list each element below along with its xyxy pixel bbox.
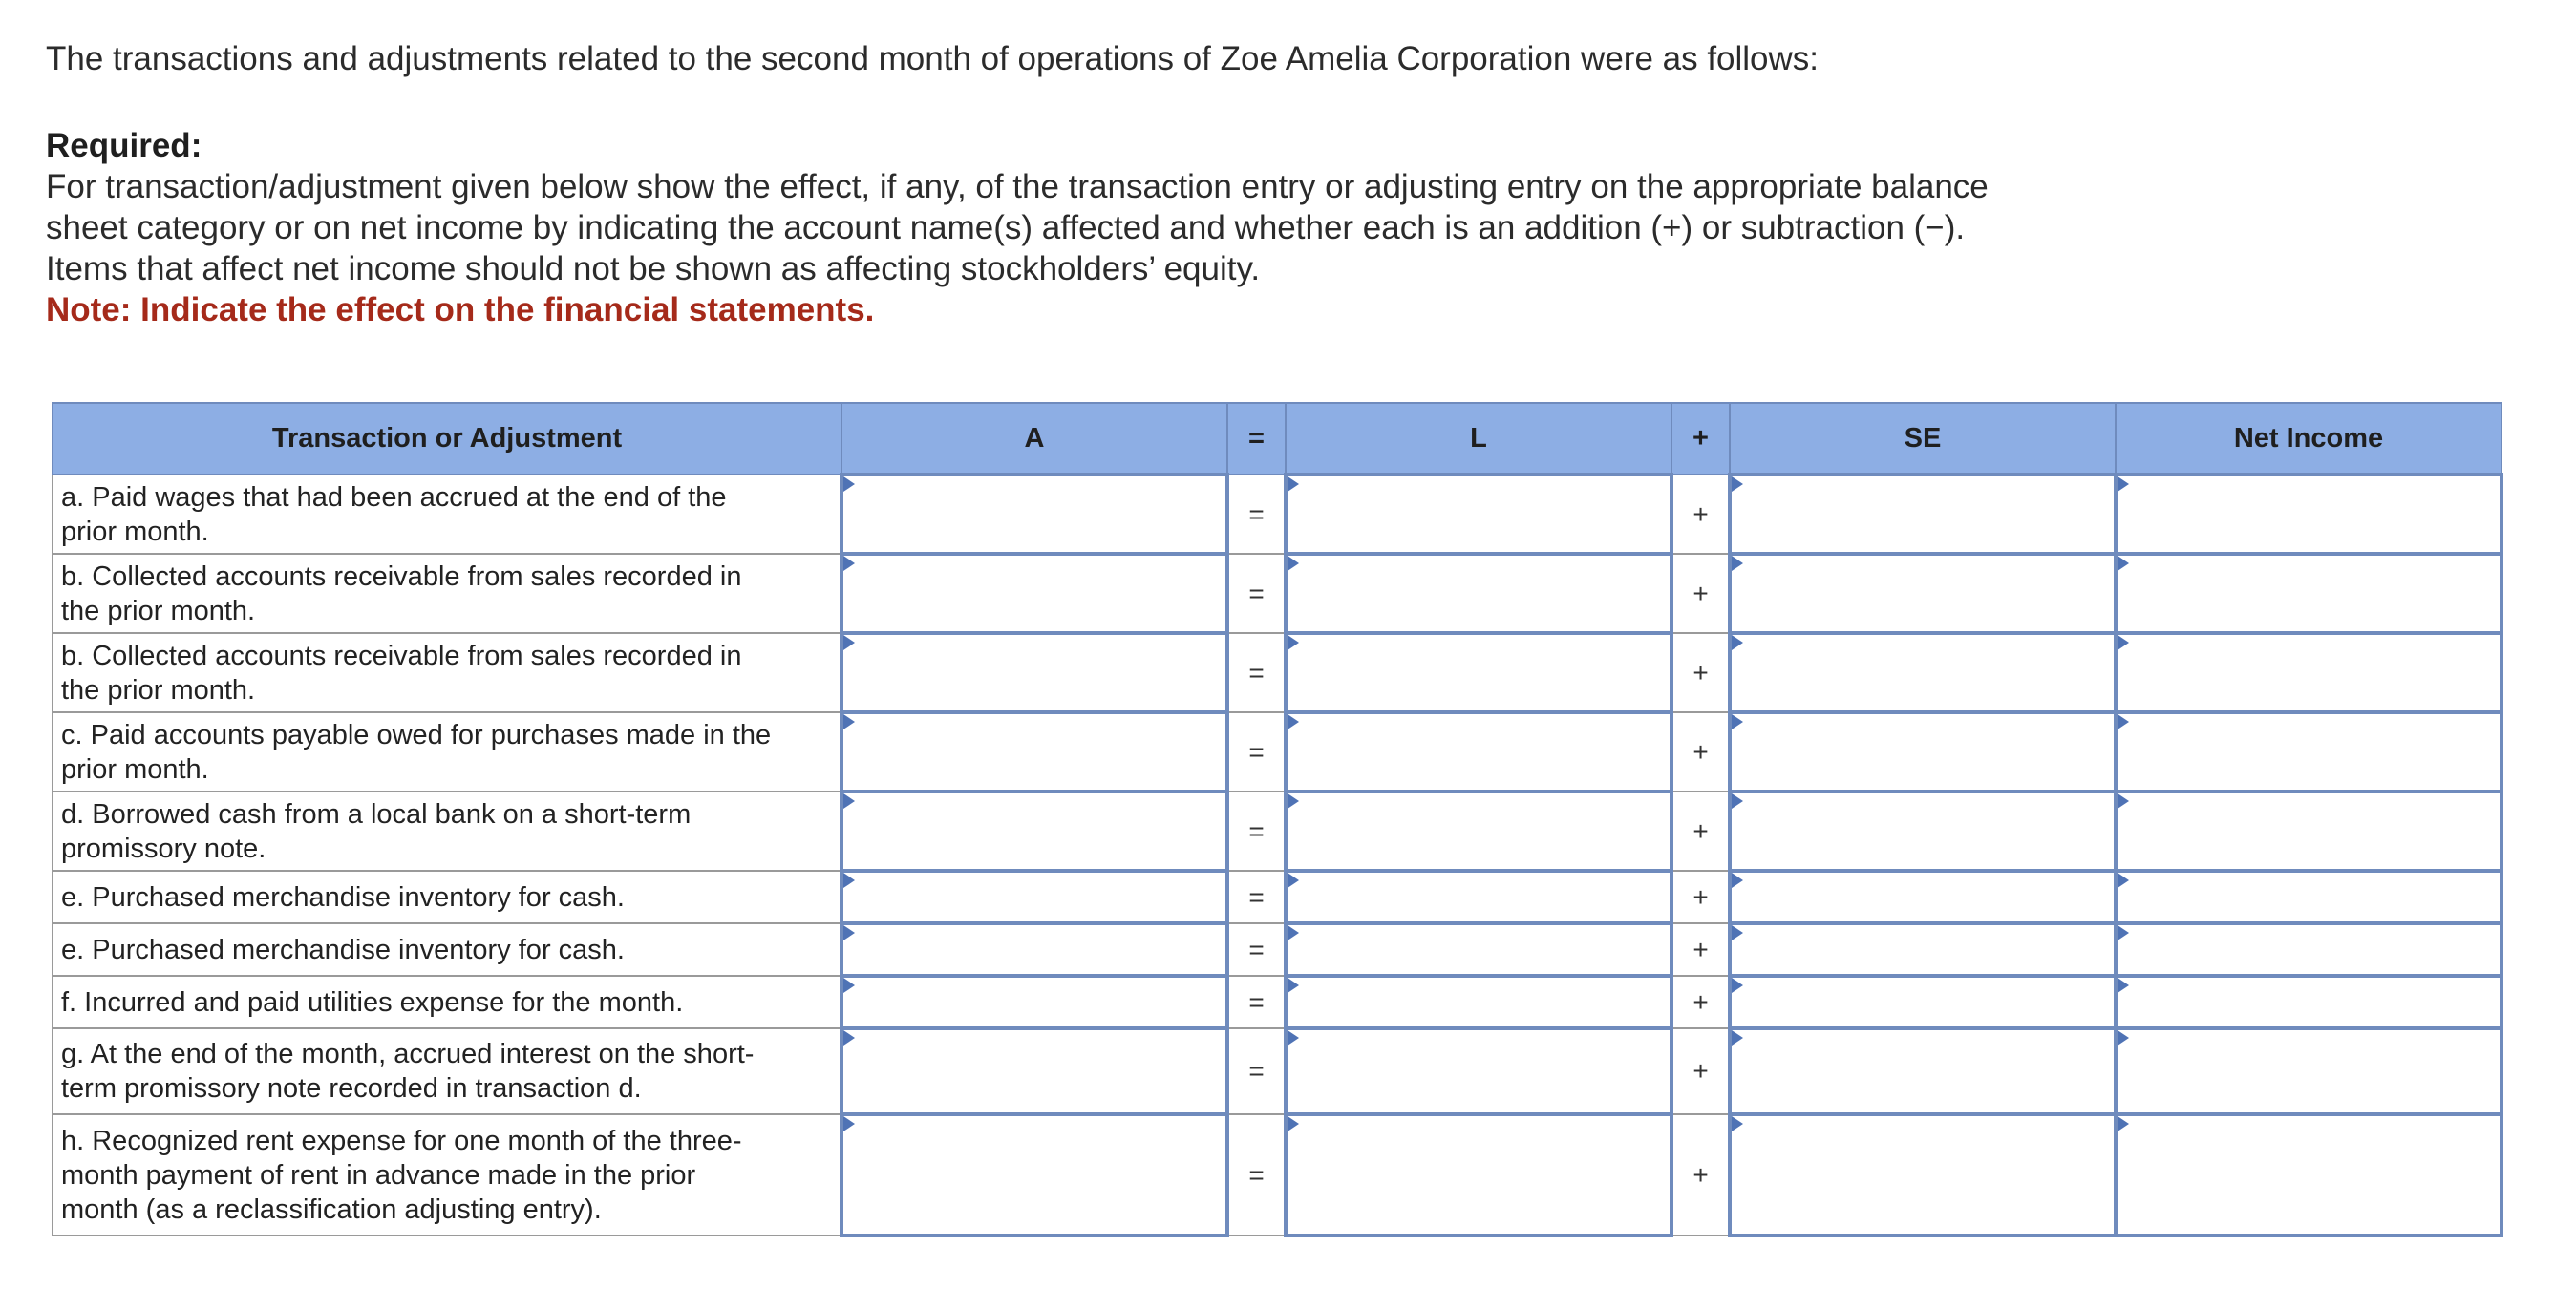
- net-income-input[interactable]: [2116, 792, 2501, 871]
- dropdown-marker-icon: [1732, 1116, 1743, 1131]
- plus-sign: +: [1671, 792, 1730, 871]
- description-line-1: g. At the end of the month, accrued interest on the short-: [61, 1039, 755, 1069]
- table-body: [53, 475, 2501, 1236]
- header-liabilities: L: [1286, 403, 1671, 475]
- dropdown-marker-icon: [1288, 476, 1299, 492]
- intro-text: The transactions and adjustments related to the second month of operations of Zoe Amelia Corporation were as follows:: [46, 40, 1820, 77]
- table-row: [53, 792, 2501, 871]
- net-income-input[interactable]: [2116, 633, 2501, 712]
- liabilities-input[interactable]: [1286, 1114, 1671, 1236]
- description-line-2: prior month.: [61, 516, 209, 547]
- transaction-description: [53, 871, 841, 923]
- liabilities-input[interactable]: [1286, 871, 1671, 923]
- plus-sign: +: [1671, 923, 1730, 976]
- liabilities-input[interactable]: [1286, 923, 1671, 976]
- liabilities-input[interactable]: [1286, 792, 1671, 871]
- assets-input[interactable]: [841, 1114, 1227, 1236]
- stockholders-equity-input[interactable]: [1730, 1114, 2116, 1236]
- net-income-input[interactable]: [2116, 871, 2501, 923]
- dropdown-marker-icon: [2118, 635, 2129, 650]
- net-income-input[interactable]: [2116, 554, 2501, 633]
- equals-sign: =: [1227, 712, 1286, 792]
- table-row: [53, 871, 2501, 923]
- plus-sign: +: [1671, 712, 1730, 792]
- dropdown-marker-icon: [843, 925, 855, 940]
- plus-sign: +: [1671, 871, 1730, 923]
- transaction-description: [53, 792, 841, 871]
- header-net-income: Net Income: [2116, 403, 2501, 475]
- description-line-1: a. Paid wages that had been accrued at the end of the: [61, 481, 727, 513]
- description-line-1: e. Purchased merchandise inventory for cash.: [61, 881, 625, 913]
- instructions-line-1: For transaction/adjustment given below show the effect, if any, of the transaction entry or adjusting entry on the appropriate balance: [46, 168, 1989, 205]
- plus-sign: +: [1671, 1028, 1730, 1114]
- dropdown-marker-icon: [1288, 925, 1299, 940]
- dropdown-marker-icon: [843, 793, 855, 809]
- header-stockholders-equity: SE: [1730, 403, 2116, 475]
- description-line-3: month (as a reclassification adjusting entry).: [61, 1194, 602, 1225]
- plus-sign: +: [1671, 554, 1730, 633]
- effects-table: [52, 402, 2503, 1237]
- dropdown-marker-icon: [1288, 793, 1299, 809]
- table-row: [53, 1028, 2501, 1114]
- equals-sign: =: [1227, 475, 1286, 554]
- description-line-1: f. Incurred and paid utilities expense for the month.: [61, 986, 684, 1018]
- dropdown-marker-icon: [2118, 556, 2129, 571]
- description-line-1: b. Collected accounts receivable from sales recorded in: [61, 560, 742, 592]
- description-line-2: the prior month.: [61, 595, 256, 626]
- dropdown-marker-icon: [843, 476, 855, 492]
- description-line-1: e. Purchased merchandise inventory for cash.: [61, 934, 625, 965]
- dropdown-marker-icon: [843, 714, 855, 729]
- dropdown-marker-icon: [1288, 556, 1299, 571]
- stockholders-equity-input[interactable]: [1730, 712, 2116, 792]
- transaction-description: [53, 976, 841, 1028]
- stockholders-equity-input[interactable]: [1730, 871, 2116, 923]
- description-line-1: c. Paid accounts payable owed for purchases made in the: [61, 719, 772, 750]
- description-line-1: b. Collected accounts receivable from sales recorded in: [61, 640, 742, 671]
- liabilities-input[interactable]: [1286, 475, 1671, 554]
- transaction-description: [53, 475, 841, 554]
- dropdown-marker-icon: [2118, 873, 2129, 888]
- description-line-2: the prior month.: [61, 674, 256, 706]
- plus-sign: +: [1671, 1114, 1730, 1236]
- stockholders-equity-input[interactable]: [1730, 633, 2116, 712]
- dropdown-marker-icon: [2118, 476, 2129, 492]
- stockholders-equity-input[interactable]: [1730, 1028, 2116, 1114]
- transaction-description: [53, 923, 841, 976]
- liabilities-input[interactable]: [1286, 554, 1671, 633]
- description-line-2: month payment of rent in advance made in the prior: [61, 1159, 696, 1191]
- dropdown-marker-icon: [1288, 1030, 1299, 1046]
- description-line-2: prior month.: [61, 753, 209, 785]
- description-line-1: d. Borrowed cash from a local bank on a short-term: [61, 798, 692, 830]
- dropdown-marker-icon: [843, 556, 855, 571]
- liabilities-input[interactable]: [1286, 1028, 1671, 1114]
- dropdown-marker-icon: [1732, 635, 1743, 650]
- table-row: [53, 633, 2501, 712]
- table-row: [53, 976, 2501, 1028]
- assets-input[interactable]: [841, 976, 1227, 1028]
- dropdown-marker-icon: [843, 635, 855, 650]
- dropdown-marker-icon: [1732, 978, 1743, 993]
- dropdown-marker-icon: [2118, 793, 2129, 809]
- net-income-input[interactable]: [2116, 475, 2501, 554]
- dropdown-marker-icon: [1732, 476, 1743, 492]
- net-income-input[interactable]: [2116, 1114, 2501, 1236]
- dropdown-marker-icon: [1732, 873, 1743, 888]
- liabilities-input[interactable]: [1286, 712, 1671, 792]
- transaction-description: [53, 1028, 841, 1114]
- net-income-input[interactable]: [2116, 1028, 2501, 1114]
- dropdown-marker-icon: [1288, 978, 1299, 993]
- table-row: [53, 1114, 2501, 1236]
- equals-sign: =: [1227, 976, 1286, 1028]
- liabilities-input[interactable]: [1286, 633, 1671, 712]
- note-text: Note: Indicate the effect on the financial statements.: [46, 291, 875, 328]
- dropdown-marker-icon: [2118, 978, 2129, 993]
- net-income-input[interactable]: [2116, 976, 2501, 1028]
- equals-sign: =: [1227, 1114, 1286, 1236]
- instructions-line-3: Items that affect net income should not be shown as affecting stockholders’ equity.: [46, 250, 1261, 287]
- assets-input[interactable]: [841, 475, 1227, 554]
- dropdown-marker-icon: [1288, 873, 1299, 888]
- equals-sign: =: [1227, 792, 1286, 871]
- dropdown-marker-icon: [1288, 635, 1299, 650]
- stockholders-equity-input[interactable]: [1730, 976, 2116, 1028]
- dropdown-marker-icon: [843, 873, 855, 888]
- dropdown-marker-icon: [2118, 1030, 2129, 1046]
- liabilities-input[interactable]: [1286, 976, 1671, 1028]
- plus-sign: +: [1671, 976, 1730, 1028]
- required-label: Required:: [46, 127, 202, 164]
- instructions-line-2: sheet category or on net income by indicating the account name(s) affected and whether each is an addition (+) or subtraction (−).: [46, 209, 1966, 246]
- equals-sign: =: [1227, 1028, 1286, 1114]
- description-line-2: term promissory note recorded in transaction d.: [61, 1073, 642, 1104]
- equals-sign: =: [1227, 633, 1286, 712]
- description-line-1: h. Recognized rent expense for one month of the three-: [61, 1125, 742, 1156]
- table-row: [53, 554, 2501, 633]
- equals-sign: =: [1227, 554, 1286, 633]
- dropdown-marker-icon: [2118, 714, 2129, 729]
- assets-input[interactable]: [841, 712, 1227, 792]
- assets-input[interactable]: [841, 554, 1227, 633]
- equals-sign: =: [1227, 871, 1286, 923]
- dropdown-marker-icon: [1288, 1116, 1299, 1131]
- transaction-description: [53, 1114, 841, 1236]
- table-row: [53, 923, 2501, 976]
- header-transaction: Transaction or Adjustment: [53, 403, 841, 475]
- stockholders-equity-input[interactable]: [1730, 923, 2116, 976]
- description-line-2: promissory note.: [61, 833, 266, 864]
- header-plus: +: [1671, 403, 1730, 475]
- equals-sign: =: [1227, 923, 1286, 976]
- dropdown-marker-icon: [2118, 925, 2129, 940]
- dropdown-marker-icon: [2118, 1116, 2129, 1131]
- dropdown-marker-icon: [1732, 1030, 1743, 1046]
- stockholders-equity-input[interactable]: [1730, 554, 2116, 633]
- assets-input[interactable]: [841, 633, 1227, 712]
- instructions: [46, 38, 2491, 330]
- dropdown-marker-icon: [843, 1116, 855, 1131]
- stockholders-equity-input[interactable]: [1730, 792, 2116, 871]
- assets-input[interactable]: [841, 871, 1227, 923]
- plus-sign: +: [1671, 633, 1730, 712]
- plus-sign: +: [1671, 475, 1730, 554]
- table-row: [53, 475, 2501, 554]
- stockholders-equity-input[interactable]: [1730, 475, 2116, 554]
- header-assets: A: [841, 403, 1227, 475]
- assets-input[interactable]: [841, 923, 1227, 976]
- dropdown-marker-icon: [1732, 556, 1743, 571]
- net-income-input[interactable]: [2116, 923, 2501, 976]
- assets-input[interactable]: [841, 1028, 1227, 1114]
- dropdown-marker-icon: [1732, 714, 1743, 729]
- table-row: [53, 712, 2501, 792]
- dropdown-marker-icon: [1732, 925, 1743, 940]
- transaction-description: [53, 633, 841, 712]
- dropdown-marker-icon: [843, 978, 855, 993]
- dropdown-marker-icon: [843, 1030, 855, 1046]
- transaction-description: [53, 712, 841, 792]
- header-row: [53, 403, 2501, 475]
- dropdown-marker-icon: [1288, 714, 1299, 729]
- spacer: [46, 79, 2491, 125]
- assets-input[interactable]: [841, 792, 1227, 871]
- header-equals: =: [1227, 403, 1286, 475]
- dropdown-marker-icon: [1732, 793, 1743, 809]
- net-income-input[interactable]: [2116, 712, 2501, 792]
- transaction-description: [53, 554, 841, 633]
